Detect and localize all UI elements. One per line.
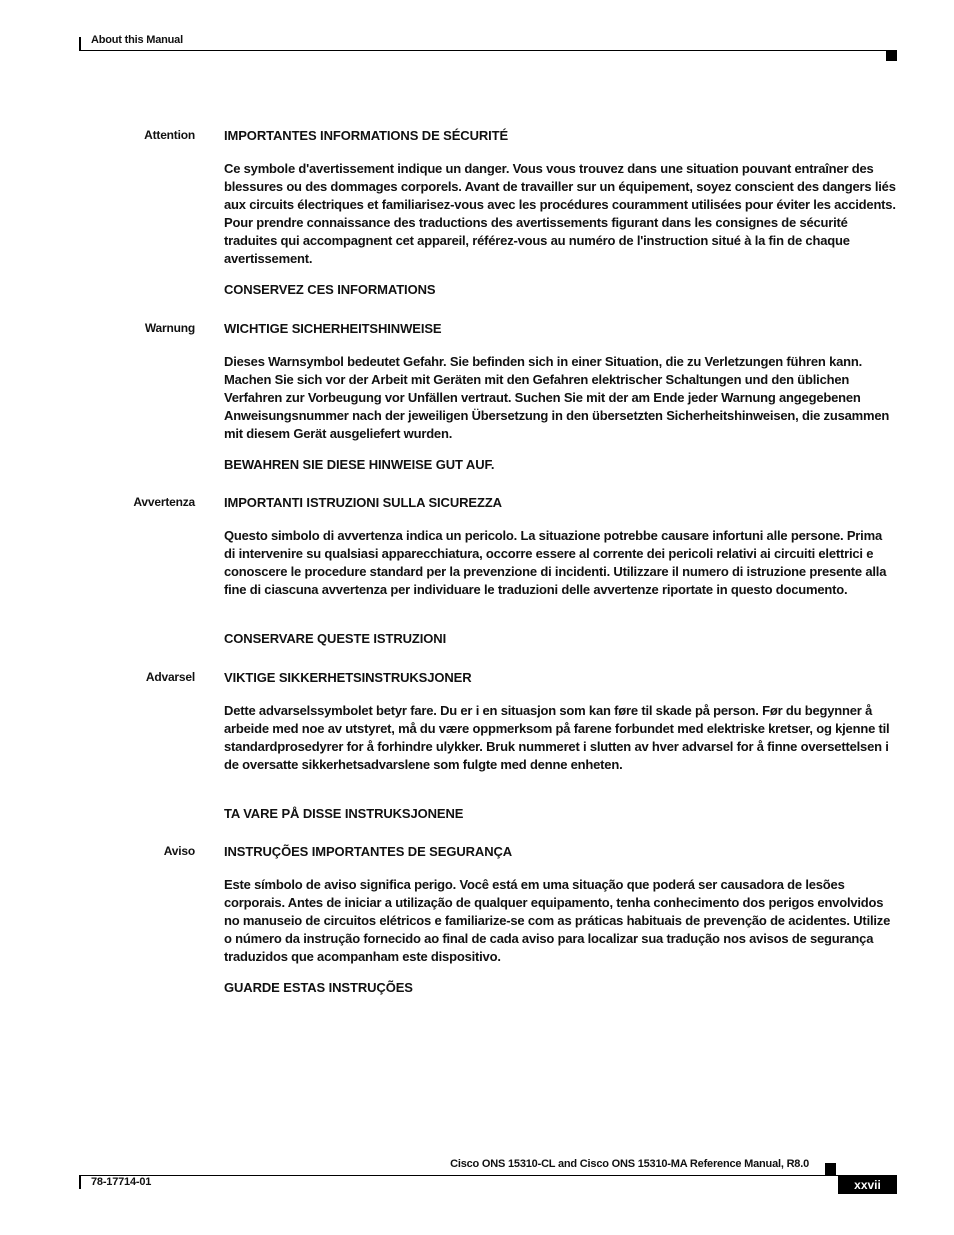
section-title: INSTRUÇÕES IMPORTANTES DE SEGURANÇA: [224, 844, 513, 859]
footer-rule: [79, 1175, 897, 1176]
section-closing: GUARDE ESTAS INSTRUÇÕES: [224, 980, 413, 995]
section-title: WICHTIGE SICHERHEITSHINWEISE: [224, 321, 442, 336]
header-square-marker: [886, 51, 897, 61]
running-header: About this Manual: [91, 34, 183, 46]
section-label: Aviso: [163, 844, 195, 858]
page-number: xxvii: [838, 1176, 897, 1194]
section-closing: CONSERVEZ CES INFORMATIONS: [224, 282, 436, 297]
section-title: IMPORTANTI ISTRUZIONI SULLA SICUREZZA: [224, 495, 502, 510]
section-label: Avvertenza: [133, 495, 195, 509]
footer-doc-number: 78-17714-01: [91, 1176, 152, 1188]
footer-square-marker: [825, 1163, 836, 1175]
section-title: IMPORTANTES INFORMATIONS DE SÉCURITÉ: [224, 128, 509, 143]
section-body: Este símbolo de aviso significa perigo. Você está em uma situação que poderá ser causadora de lesões corporais. Antes de iniciar a utilização de qualquer equipamento, tenha conhecimento dos perigos envolvidos no manuseio de circuitos elétricos e familiarize-se com as práticas habituais de prevenção de acidentes. Utilize o número da instrução fornecido ao final de cada aviso para localizar sua tradução nos avisos de segurança traduzidos que acompanham este dispositivo.: [224, 877, 891, 964]
section-body: Dette advarselssymbolet betyr fare. Du er i en situasjon som kan føre til skade på person. Før du begynner å arbeide med noe av utstyret, må du være oppmerksom på farene forbundet med elektriske kretser, og kjenne til standardprosedyrer for å forhindre ulykker. Bruk nummeret i slutten av hver advarsel for å finne oversettelsen i de oversatte sikkerhetsadvarslene som fulgte med denne enheten.: [224, 703, 890, 772]
footer-manual-title: Cisco ONS 15310-CL and Cisco ONS 15310-MA Reference Manual, R8.0: [450, 1158, 809, 1170]
section-label: Warnung: [144, 321, 195, 335]
section-title: VIKTIGE SIKKERHETSINSTRUKSJONER: [224, 670, 472, 685]
header-tick: [79, 37, 81, 51]
section-label: Advarsel: [145, 670, 195, 684]
footer-tick: [79, 1175, 81, 1189]
section-body: Questo simbolo di avvertenza indica un pericolo. La situazione potrebbe causare infortuni alle persone. Prima di intervenire su qualsiasi apparecchiatura, occorre essere al corrente dei pericoli relativi ai circuiti elettrici e conoscere le procedure standard per la prevenzione di incidenti. Utilizzare il numero di istruzione presente alla fine di ciascuna avvertenza per individuare le traduzioni delle avvertenze riportate in questo documento.: [224, 528, 887, 597]
section-closing: TA VARE PÅ DISSE INSTRUKSJONENE: [224, 806, 464, 821]
section-body: Dieses Warnsymbol bedeutet Gefahr. Sie befinden sich in einer Situation, die zu Verletzungen führen kann. Machen Sie sich vor der Arbeit mit Geräten mit den Gefahren elektrischer Schaltungen und den üblichen Verfahren zur Vorbeugung vor Unfällen vertraut. Suchen Sie mit der am Ende jeder Warnung angegebenen Anweisungsnummer nach der jeweiligen Übersetzung in den übersetzten Sicherheitshinweisen, die zusammen mit diesem Gerät ausgeliefert wurden.: [224, 354, 890, 441]
section-label: Attention: [144, 128, 195, 142]
section-body: Ce symbole d'avertissement indique un danger. Vous vous trouvez dans une situation pouvant entraîner des blessures ou des dommages corporels. Avant de travailler sur un équipement, soyez conscient des dangers liés aux circuits électriques et familiarisez-vous avec les procédures couramment utilisées pour éviter les accidents. Pour prendre connaissance des traductions des avertissements figurant dans les consignes de sécurité traduites qui accompagnent cet appareil, référez-vous au numéro de l'instruction situé à la fin de chaque avertissement.: [224, 161, 896, 266]
header-rule: [79, 50, 897, 51]
section-closing: BEWAHREN SIE DIESE HINWEISE GUT AUF.: [224, 457, 495, 472]
section-closing: CONSERVARE QUESTE ISTRUZIONI: [224, 631, 447, 646]
